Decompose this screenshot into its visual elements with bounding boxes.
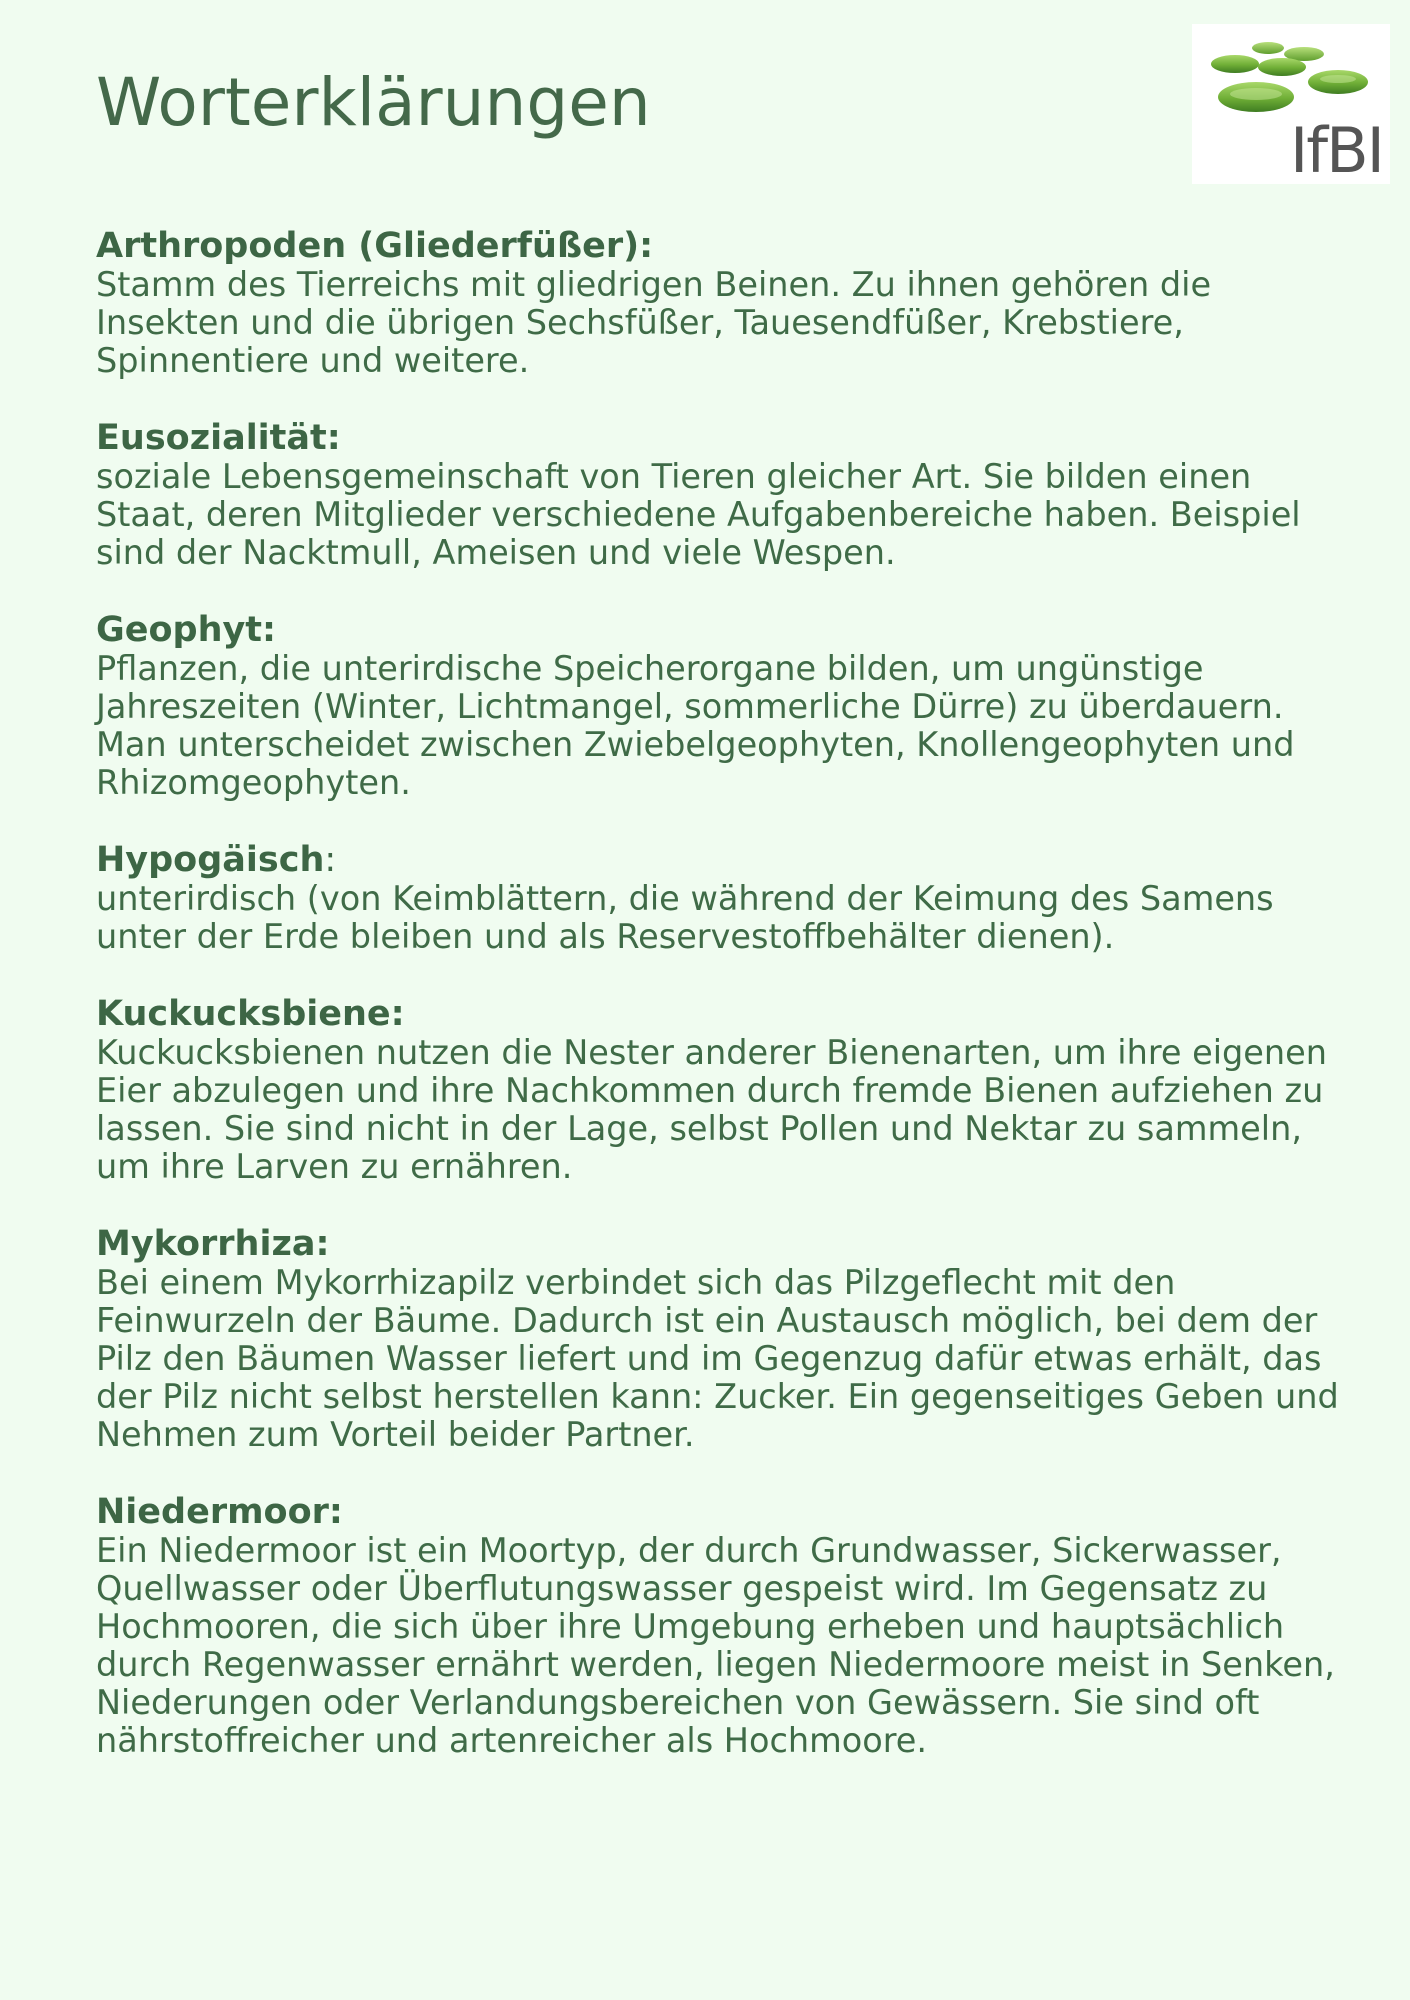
- definition: unterirdisch (von Keimblättern, die während der Keimung des Samens unter der Erde bleiben und als Reservestoffbehälter dienen).: [96, 879, 1274, 956]
- term-colon: :: [315, 1224, 330, 1264]
- glossary-entry-eusozialitaet: [96, 418, 1356, 572]
- term-label: Niedermoor: [96, 1492, 329, 1532]
- logo-text: IfBI: [1290, 114, 1383, 184]
- term-label: Mykorrhiza: [96, 1224, 316, 1264]
- definition: Pflanzen, die unterirdische Speicherorgane bilden, um ungünstige Jahreszeiten (Winter, Lichtmangel, sommerliche Dürre) zu überdauern. Man unterscheidet zwischen Zwiebelgeophyten, Knollengeophyten und Rhizomgeophyten.: [96, 649, 1295, 802]
- term-label: Kuckucksbiene: [96, 994, 391, 1034]
- page-title: Worterklärungen: [96, 64, 651, 141]
- definition: Kuckucksbienen nutzen die Nester anderer Bienenarten, um ihre eigenen Eier abzulegen und ihre Nachkommen durch fremde Bienen aufziehen zu lassen. Sie sind nicht in der Lage, selbst Pollen und Nektar zu sammeln, um ihre Larven zu ernähren.: [96, 1033, 1327, 1186]
- definition: Bei einem Mykorrhizapilz verbindet sich das Pilzgeflecht mit den Feinwurzeln der Bäume. Dadurch ist ein Austausch möglich, bei dem der Pilz den Bäumen Wasser liefert und im Gegenzug dafür etwas erhält, das der Pilz nicht selbst herstellen kann: Zucker. Ein gegenseitiges Geben und Nehmen zum Vorteil beider Partner.: [96, 1263, 1339, 1454]
- glossary-entry-mykorrhiza: [96, 1224, 1356, 1454]
- glossary-entry-niedermoor: [96, 1492, 1356, 1760]
- term-colon: :: [324, 840, 337, 880]
- term: [96, 994, 1356, 1034]
- term-colon: :: [326, 418, 341, 458]
- term-label: Geophyt: [96, 610, 263, 650]
- definition: Ein Niedermoor ist ein Moortyp, der durch Grundwasser, Sickerwasser, Quellwasser oder Überflutungswasser gespeist wird. Im Gegensatz zu Hochmooren, die sich über ihre Umgebung erheben und hauptsächlich durch Regenwasser ernährt werden, liegen Niedermoore meist in Senken, Niederungen oder Verlandungsbereichen von Gewässern. Sie sind oft nährstoffreicher und artenreicher als Hochmoore.: [96, 1531, 1335, 1760]
- glossary-entry-arthropoden: [96, 226, 1356, 380]
- term-label: Eusozialität: [96, 418, 327, 458]
- term-colon: :: [390, 994, 405, 1034]
- term-label: Arthropoden (Gliederfüßer): [96, 226, 640, 266]
- term: [96, 1224, 1356, 1264]
- term-colon: :: [262, 610, 277, 650]
- term-colon: :: [639, 226, 654, 266]
- term-label: Hypogäisch: [96, 840, 325, 880]
- glossary-list: [96, 226, 1356, 1798]
- glossary-entry-kuckucksbiene: [96, 994, 1356, 1186]
- term: [96, 418, 1356, 458]
- term: [96, 226, 1356, 266]
- definition: soziale Lebensgemeinschaft von Tieren gleicher Art. Sie bilden einen Staat, deren Mitglieder verschiedene Aufgabenbereiche haben. Beispiel sind der Nacktmull, Ameisen und viele Wespen.: [96, 457, 1301, 572]
- glossary-entry-hypogaeisch: [96, 840, 1356, 956]
- term: [96, 1492, 1356, 1532]
- term-colon: :: [328, 1492, 343, 1532]
- glossary-entry-geophyt: [96, 610, 1356, 802]
- term: [96, 610, 1356, 650]
- term: [96, 840, 1356, 880]
- definition: Stamm des Tierreichs mit gliedrigen Beinen. Zu ihnen gehören die Insekten und die übrigen Sechsfüßer, Tauesendfüßer, Krebstiere, Spinnentiere und weitere.: [96, 265, 1212, 380]
- ifbi-logo: [1192, 24, 1390, 184]
